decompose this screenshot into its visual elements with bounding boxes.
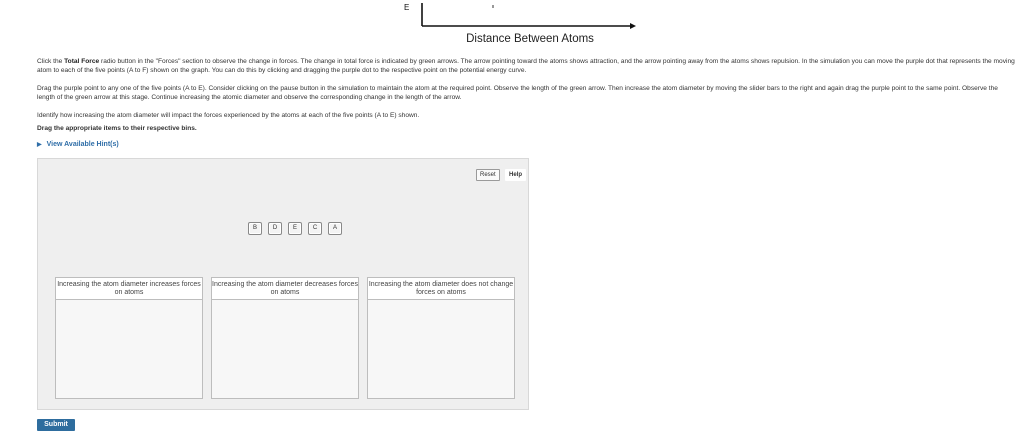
y-axis-letter: E: [404, 3, 410, 12]
instruction-text: radio button in the "Forces" section to observe the change in forces. The change in total force is indicated by green arrows. The arrow pointing toward the atoms shows attraction, and the arrow pointing away from the atoms shows repulsion. In the simulation you can move the purple dot that represents the moving atom to each of the five points (A to F) shown on the graph. You can do this by clicking and dragging the purple dot to the respective point on the potential energy curve.: [37, 58, 1015, 74]
potential-energy-graph: [0, 0, 1024, 50]
submit-button[interactable]: Submit: [37, 419, 75, 431]
x-axis-arrowhead: [630, 23, 636, 29]
instruction-bold-term: Total Force: [64, 58, 100, 65]
tile-e[interactable]: E: [288, 222, 302, 235]
instruction-paragraph-2: Drag the purple point to any one of the five points (A to E). Consider clicking on the pause button in the simulation to maintain the atom at the required point. Observe the length of the green arrow. Then increase the atom diameter by moving the slider bars to the right and again drag the purple point to the same point. Observe the length of the green arrow at this stage. Continue increasing the atomic diameter and observe the corresponding change in the length of the arrow.: [37, 85, 998, 101]
reset-button[interactable]: Reset: [476, 169, 500, 181]
bin-decreases[interactable]: [211, 277, 359, 399]
instruction-text: Click the: [37, 58, 65, 65]
draggable-tiles: [248, 222, 342, 235]
bin-label: Increasing the atom diameter increases forces on atoms: [56, 278, 202, 300]
caret-right-icon: ▶: [37, 142, 42, 148]
bin-label: Increasing the atom diameter does not change forces on atoms: [368, 278, 514, 300]
tile-a[interactable]: A: [328, 222, 342, 235]
view-hints-label: View Available Hint(s): [46, 141, 119, 148]
bin-increases[interactable]: [55, 277, 203, 399]
instruction-paragraph-1: [37, 58, 1015, 75]
tile-b[interactable]: B: [248, 222, 262, 235]
tile-c[interactable]: C: [308, 222, 322, 235]
instruction-paragraph-4: Drag the appropriate items to their respective bins.: [37, 125, 197, 132]
tile-d[interactable]: D: [268, 222, 282, 235]
view-hints-link[interactable]: [37, 141, 119, 148]
bin-label: Increasing the atom diameter decreases forces on atoms: [212, 278, 358, 300]
drag-drop-panel: [37, 158, 529, 410]
bin-no-change[interactable]: [367, 277, 515, 399]
instruction-paragraph-3: Identify how increasing the atom diameter will impact the forces experienced by the atoms at each of the five points (A to E) shown.: [37, 112, 420, 119]
help-button[interactable]: Help: [505, 169, 526, 181]
x-axis-label: Distance Between Atoms: [466, 33, 594, 45]
